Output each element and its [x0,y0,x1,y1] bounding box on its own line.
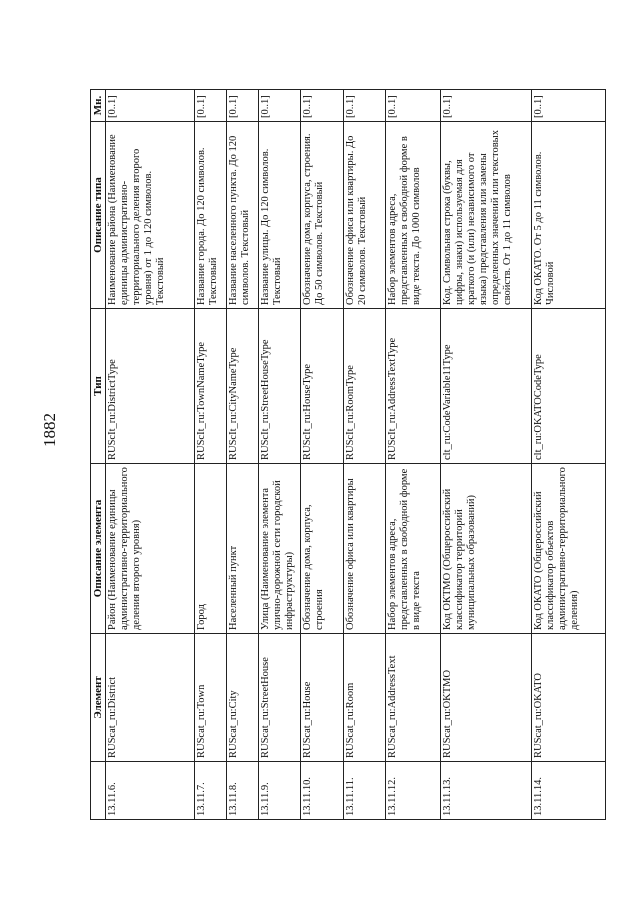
row-type: clt_ru:OKATOCodeType [531,309,605,464]
row-type: RUScIt_ru:RoomType [343,309,385,464]
row-number: 13.11.11. [343,762,385,820]
table-row [301,90,343,820]
row-type: RUScIt_ru:HouseType [301,309,343,464]
row-multiplicity: [0..1] [531,90,605,122]
table-header-row [91,90,106,820]
row-element: RUScat_ru:Room [343,634,385,762]
row-number: 13.11.7. [195,762,227,820]
row-number: 13.11.8. [227,762,259,820]
row-multiplicity: [0..1] [441,90,531,122]
header-description: Описание элемента [91,464,106,634]
row-description: Код ОКАТО (Общероссийский классификатор объектов административно-территориального деления) [531,464,605,634]
row-number: 13.11.10. [301,762,343,820]
row-type: RUScIt_ru:TownNameType [195,309,227,464]
row-type-description: Набор элементов адреса, представленных в свободной форме в виде текста. До 1000 символов [386,122,441,309]
row-type-description: Название населенного пункта. До 120 символов. Текстовый [227,122,259,309]
rotated-table-container [90,90,606,820]
row-type: clt_ru:CodeVariable11Type [441,309,531,464]
row-multiplicity: [0..1] [301,90,343,122]
row-type: RUScIt_ru:CityNameType [227,309,259,464]
row-multiplicity: [0..1] [195,90,227,122]
row-type: RUScIt_ru:AddressTextType [386,309,441,464]
table-row [258,90,300,820]
row-description: Код ОКТМО (Общероссийский классификатор территорий муниципальных образований) [441,464,531,634]
header-multiplicity: Мн. [91,90,106,122]
row-multiplicity: [0..1] [258,90,300,122]
row-type-description: Название города. До 120 символов. Текстовый [195,122,227,309]
row-multiplicity: [0..1] [386,90,441,122]
table-row [441,90,531,820]
row-description: Район (Наименование единицы административно-территориального деления второго уровня) [106,464,195,634]
row-type-description: Название улицы. До 120 символов. Текстовый [258,122,300,309]
row-element: RUScat_ru:OKATO [531,634,605,762]
row-description: Обозначение дома, корпуса, строения [301,464,343,634]
header-type-description: Описание типа [91,122,106,309]
row-element: RUScat_ru:Town [195,634,227,762]
table-row [343,90,385,820]
row-type-description: Обозначение дома, корпуса, строения. До 50 символов. Текстовый [301,122,343,309]
header-type: Тип [91,309,106,464]
row-type: RUScIt_ru:DistrictType [106,309,195,464]
page-number: 1882 [40,413,59,447]
row-element: RUScat_ru:House [301,634,343,762]
row-type: RUScIt_ru:StreetHouseType [258,309,300,464]
row-description: Населенный пункт [227,464,259,634]
row-multiplicity: [0..1] [343,90,385,122]
row-description: Набор элементов адреса, представленных в свободной форме в виде текста [386,464,441,634]
row-element: RUScat_ru:AddressText [386,634,441,762]
row-description: Обозначение офиса или квартиры [343,464,385,634]
row-type-description: Код ОКАТО. От 5 до 11 символов. Числовой [531,122,605,309]
row-element: RUScat_ru:OKTMO [441,634,531,762]
spec-table [90,89,606,820]
row-type-description: Код. Символьная строка (буквы, цифры, знаки) используемая для краткого (и (или) независимого от языка) представления или замены определенных значений или текстовых свойств. От 1 до 11 символов [441,122,531,309]
row-element: RUScat_ru:StreetHouse [258,634,300,762]
row-type-description: Обозначение офиса или квартиры. До 20 символов. Текстовый [343,122,385,309]
table-row [386,90,441,820]
table-row [531,90,605,820]
row-type-description: Наименование района (Наименование единицы административно-территориального деления второго уровня) от 1 до 120 символов. Текстовый [106,122,195,309]
row-multiplicity: [0..1] [106,90,195,122]
row-number: 13.11.12. [386,762,441,820]
row-multiplicity: [0..1] [227,90,259,122]
row-number: 13.11.9. [258,762,300,820]
row-element: RUScat_ru:City [227,634,259,762]
header-number [91,762,106,820]
header-element: Элемент [91,634,106,762]
table-row [195,90,227,820]
table-row [106,90,195,820]
row-number: 13.11.6. [106,762,195,820]
row-number: 13.11.13. [441,762,531,820]
row-description: Улица (Наименование элемента улично-дорожной сети городской инфраструктуры) [258,464,300,634]
row-description: Город [195,464,227,634]
row-element: RUScat_ru:District [106,634,195,762]
table-row [227,90,259,820]
row-number: 13.11.14. [531,762,605,820]
